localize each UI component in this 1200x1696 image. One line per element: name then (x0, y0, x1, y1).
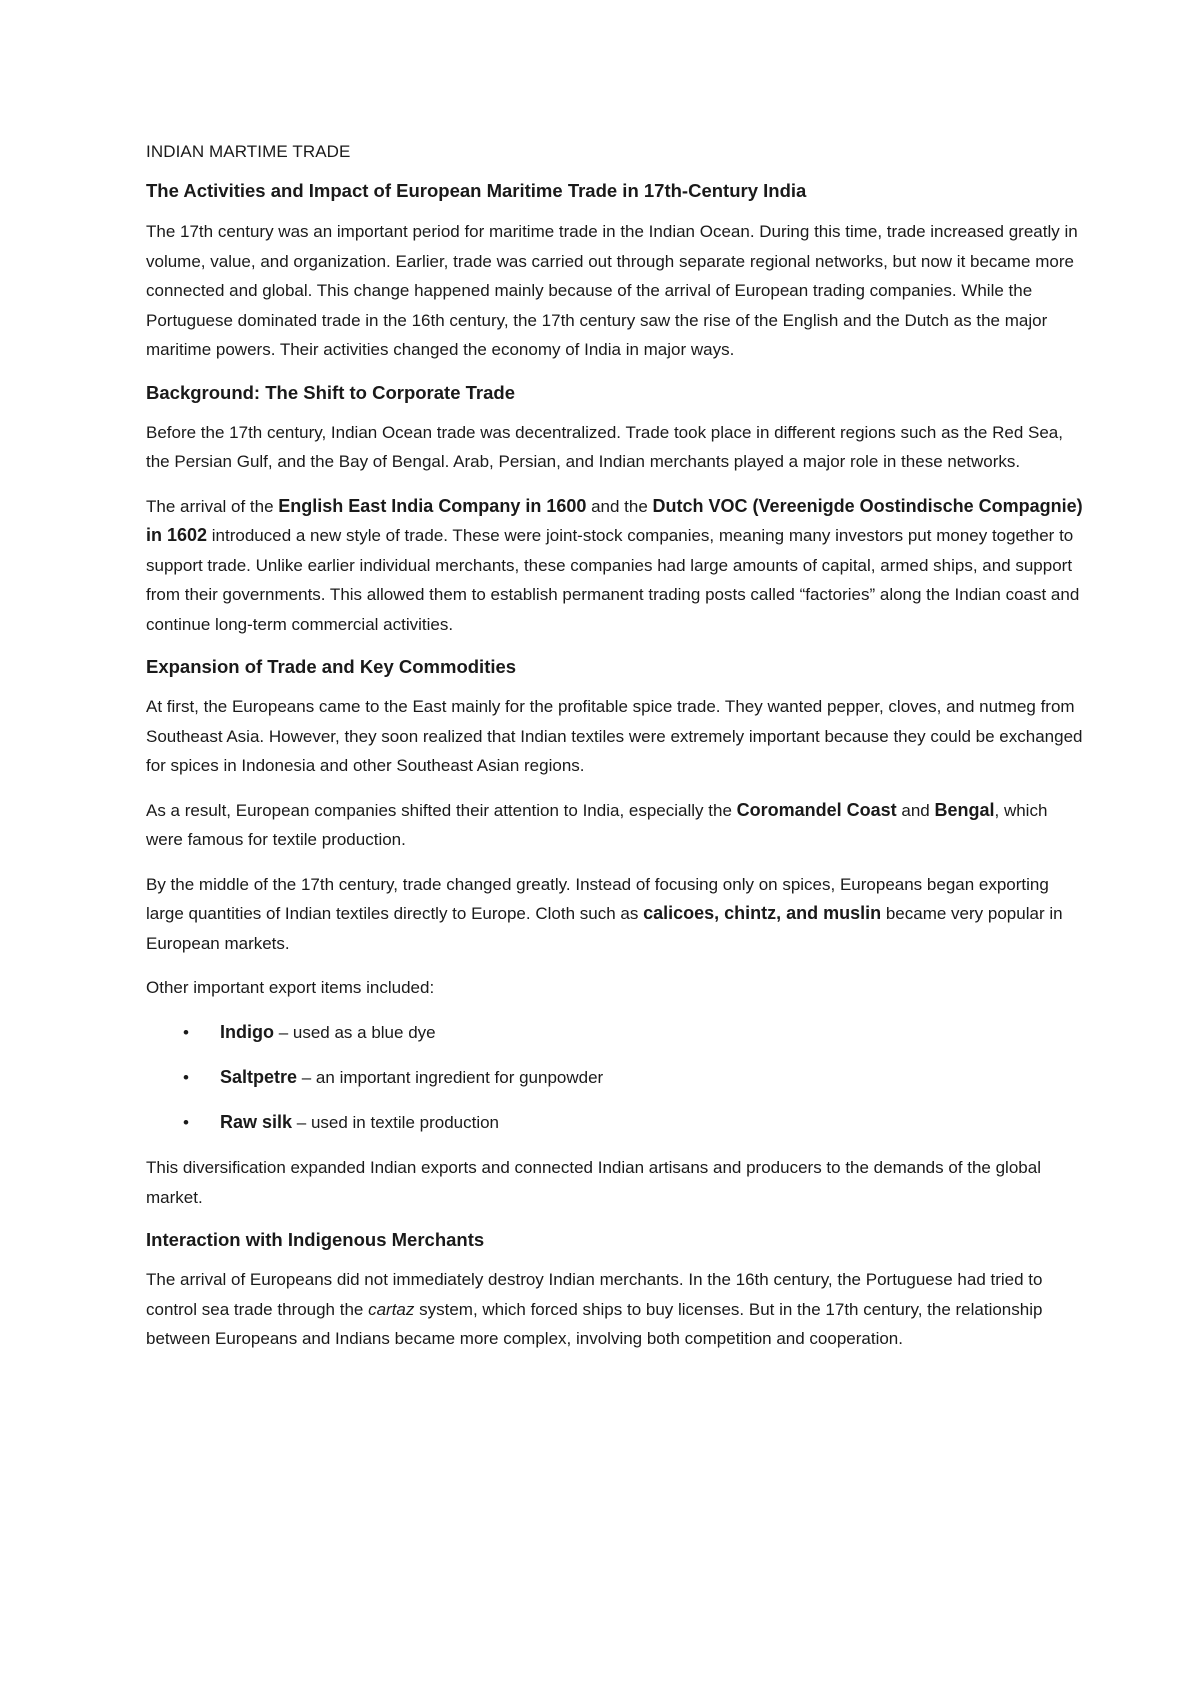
italic-text-cartaz: cartaz (368, 1299, 415, 1319)
text-run: introduced a new style of trade. These were joint-stock companies, meaning many investors put money together to support trade. Unlike earlier individual merchants, these companies had large amounts of capital, armed ships, and support from their governments. This allowed them to establish permanent trading posts called “factories” along the Indian coast and continue long-term commercial activities. (146, 526, 1080, 634)
expansion-paragraph-1: At first, the Europeans came to the East mainly for the profitable spice trade. They wanted pepper, cloves, and nutmeg from Southeast Asia. However, they soon realized that Indian textiles were extremely important because they could be exchanged for spices in Indonesia and other Southeast Asian regions. (146, 697, 1083, 775)
text-run: As a result, European companies shifted their attention to India, especially the (146, 800, 737, 820)
bold-text-coromandel-coast: Coromandel Coast (736, 799, 897, 820)
background-paragraph-1: Before the 17th century, Indian Ocean trade was decentralized. Trade took place in different regions such as the Red Sea, the Persian Gulf, and the Bay of Bengal. Arab, Persian, and Indian merchants played a major role in these networks. (146, 422, 1063, 471)
export-items-list (146, 1018, 1086, 1138)
list-item (146, 1063, 1086, 1093)
section-heading-expansion: Expansion of Trade and Key Commodities (146, 656, 517, 677)
text-run: and the (586, 496, 653, 516)
text-run: The arrival of Europeans did not immediately destroy Indian merchants. In the 16th century, the Portuguese had tried to control sea trade through the (146, 1270, 1043, 1319)
bold-text-bengal: Bengal (934, 799, 995, 820)
background-paragraph-2 (146, 492, 1086, 640)
expansion-paragraph-5: This diversification expanded Indian exports and connected Indian artisans and producers to the demands of the global market. (146, 1158, 1041, 1207)
text-run: system, which forced ships to buy licenses. But in the 17th century, the relationship between Europeans and Indians became more complex, involving both competition and cooperation. (146, 1299, 1043, 1348)
document-page (146, 140, 1086, 1369)
expansion-paragraph-2 (146, 796, 1086, 855)
text-run: and (896, 800, 935, 820)
document-label: INDIAN MARTIME TRADE (146, 142, 351, 161)
interaction-paragraph-1 (146, 1265, 1086, 1354)
list-item-desc: – used in textile production (292, 1112, 500, 1132)
list-item (146, 1108, 1086, 1138)
section-heading-interaction: Interaction with Indigenous Merchants (146, 1229, 485, 1250)
list-item-desc: – used as a blue dye (273, 1022, 436, 1042)
expansion-paragraph-4: Other important export items included: (146, 978, 435, 997)
text-run: became very popular in European markets. (146, 904, 1063, 953)
bullet-icon: • (183, 1067, 189, 1087)
list-item-name: Indigo (220, 1021, 274, 1042)
document-title: The Activities and Impact of European Maritime Trade in 17th-Century India (146, 180, 807, 201)
bold-text-textiles: calicoes, chintz, and muslin (643, 903, 882, 923)
section-heading-background: Background: The Shift to Corporate Trade (146, 381, 515, 403)
text-run: By the middle of the 17th century, trade changed greatly. Instead of focusing only on spices, Europeans began exporting large quantities of Indian textiles directly to Europe. Cloth such as (146, 874, 1049, 923)
text-run: The arrival of the (146, 496, 279, 516)
bold-text-east-india-company: English East India Company in 1600 (278, 495, 587, 516)
list-item (146, 1018, 1086, 1048)
list-item-name: Raw silk (220, 1111, 293, 1132)
text-run: , which were famous for textile production. (146, 800, 1048, 849)
list-item-desc: – an important ingredient for gunpowder (297, 1067, 604, 1087)
intro-paragraph: The 17th century was an important period for maritime trade in the Indian Ocean. During this time, trade increased greatly in volume, value, and organization. Earlier, trade was carried out through separate regional networks, but now it became more connected and global. This change happened mainly because of the arrival of European trading companies. While the Portuguese dominated trade in the 16th century, the 17th century saw the rise of the English and the Dutch as the major maritime powers. Their activities changed the economy of India in major ways. (146, 222, 1078, 359)
bold-text-dutch-voc: Dutch VOC (Vereenigde Oostindische Compagnie) in 1602 (146, 495, 1083, 545)
bullet-icon: • (183, 1022, 189, 1042)
bullet-icon: • (183, 1112, 189, 1132)
list-item-name: Saltpetre (220, 1066, 298, 1087)
expansion-paragraph-3 (146, 870, 1086, 959)
